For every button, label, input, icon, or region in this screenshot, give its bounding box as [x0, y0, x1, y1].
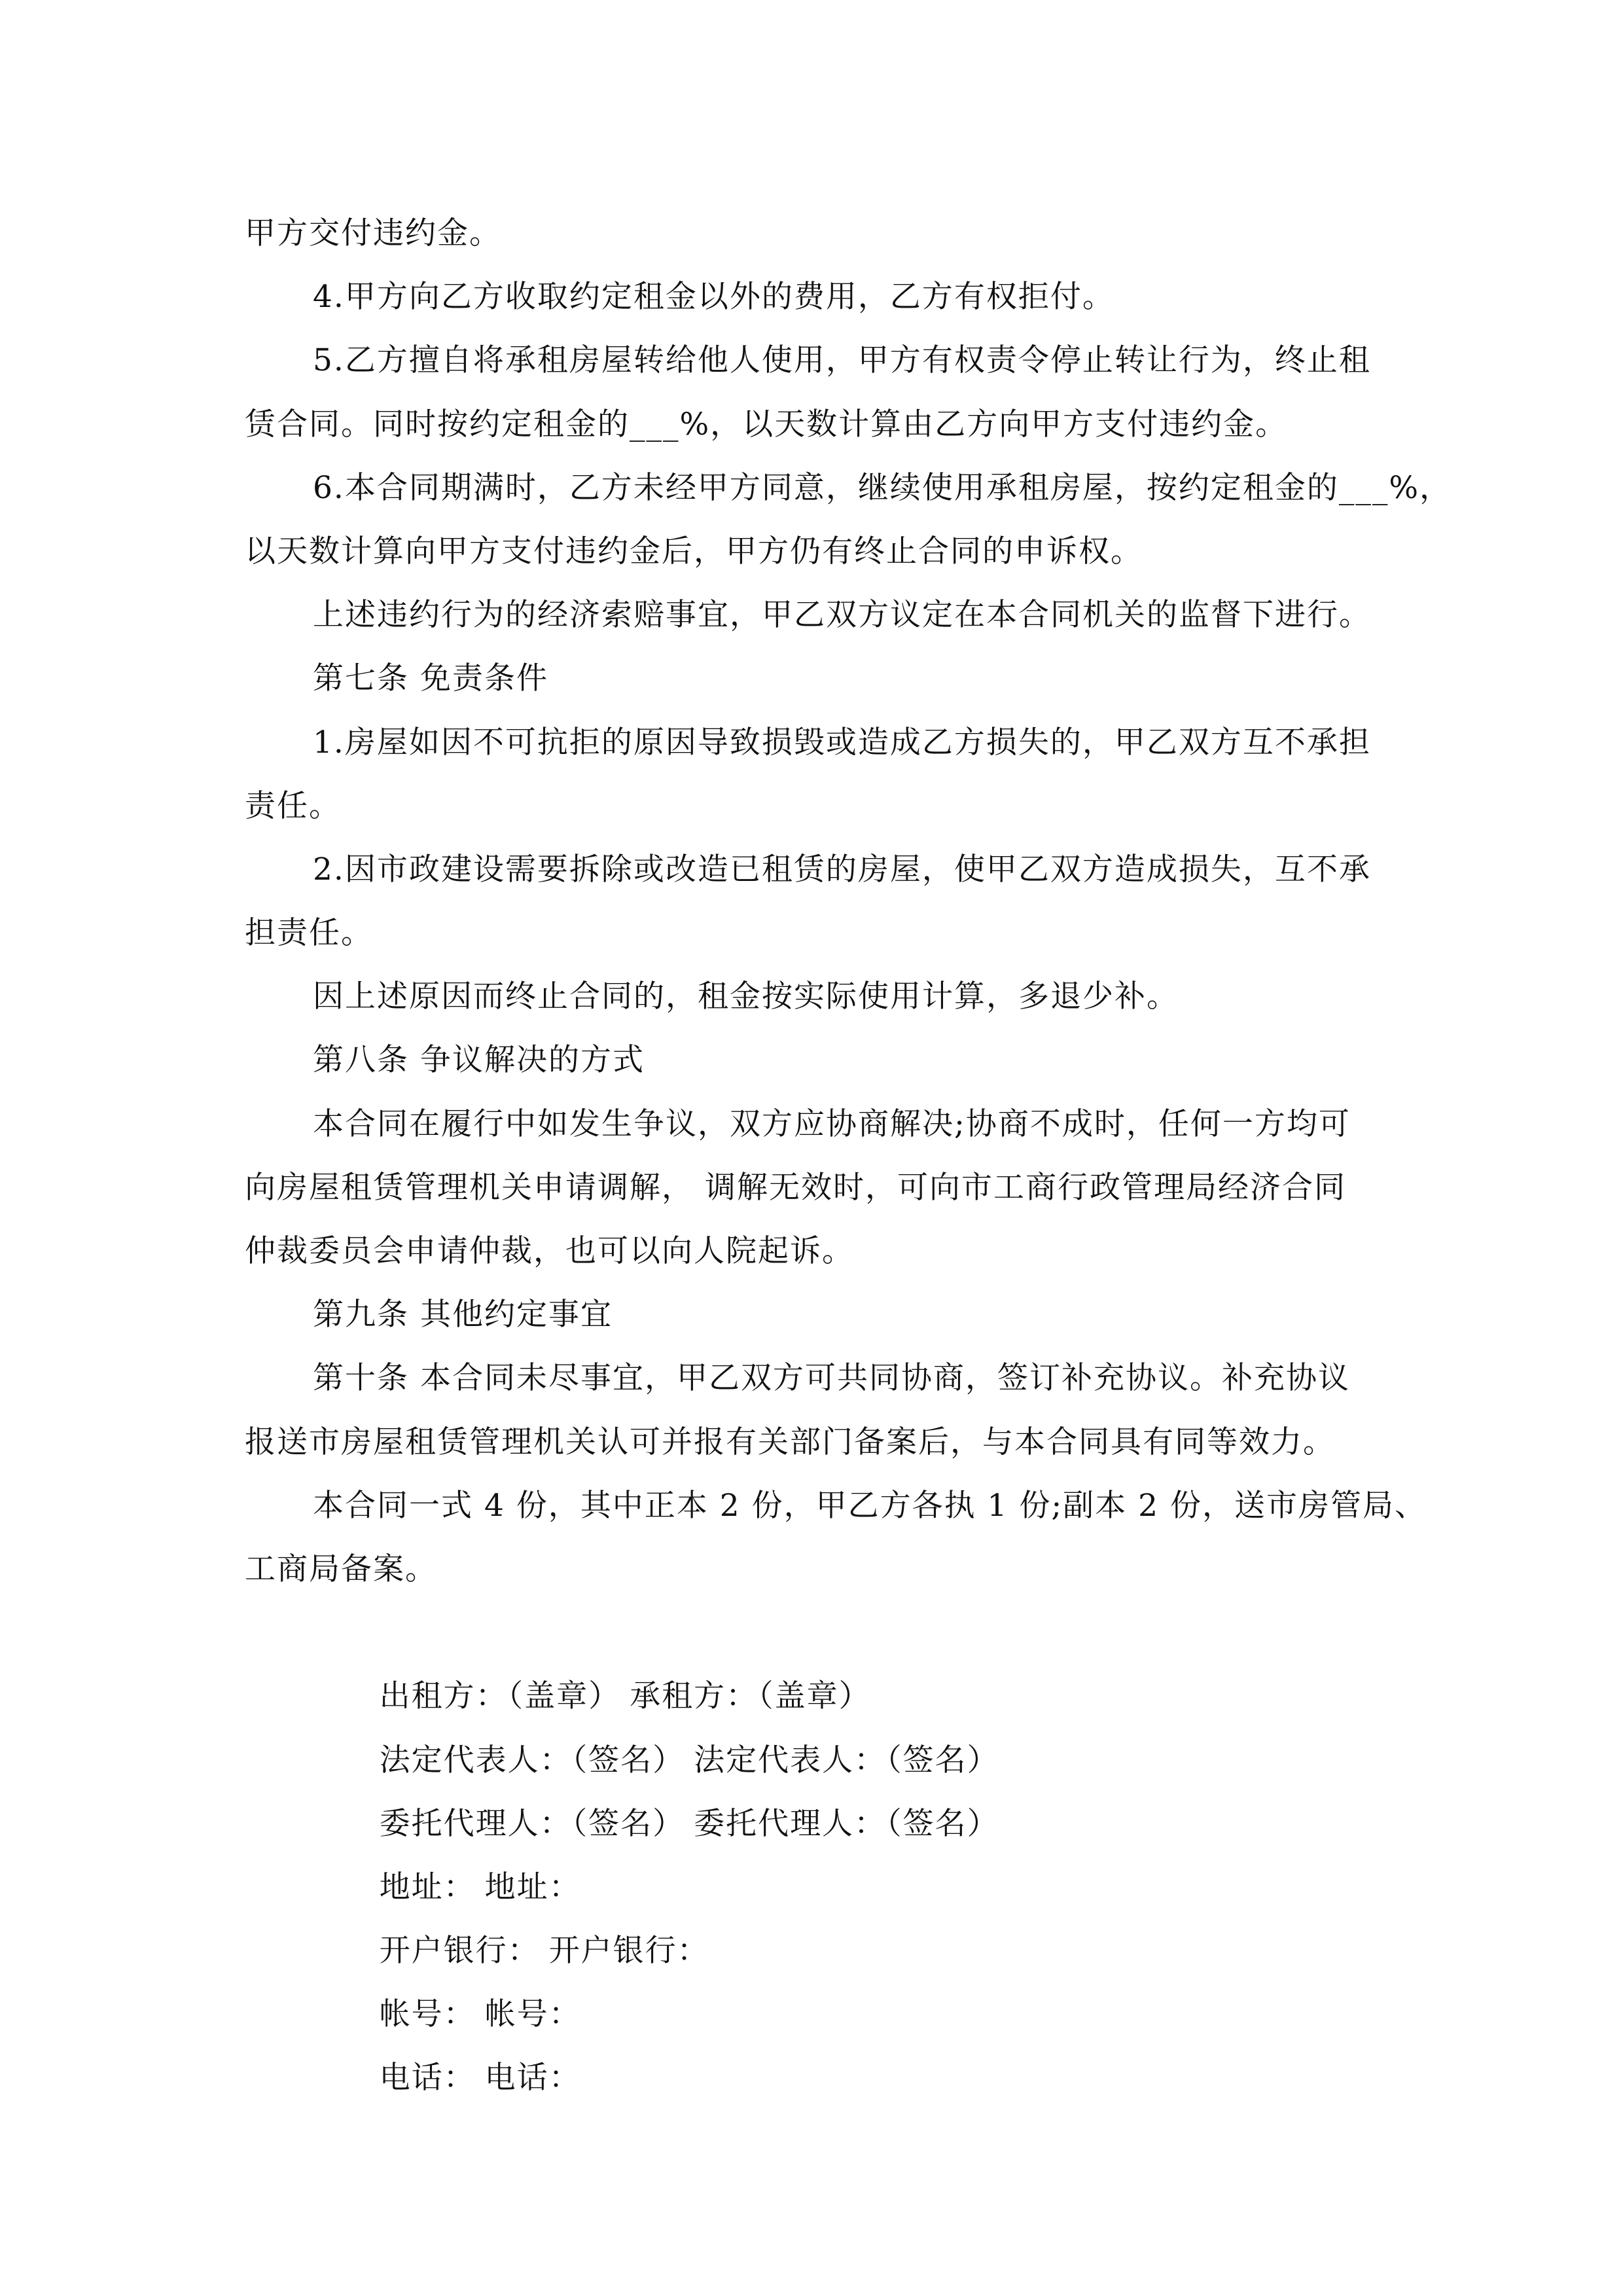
article-7-clause-1: 1.房屋如因不可抗拒的原因导致损毁或造成乙方损失的，甲乙双方互不承担 — [313, 724, 1371, 761]
article-7-heading: 第七条 免责条件 — [313, 660, 548, 697]
lessee-bank-label: 开户银行： — [548, 1933, 709, 1969]
article-7-clause-2: 2.因市政建设需要拆除或改造已租赁的房屋，使甲乙双方造成损失，互不承 — [313, 851, 1371, 888]
clause-6: 6.本合同期满时，乙方未经甲方同意，继续使用承租房屋，按约定租金的___%， — [313, 469, 1452, 506]
text-line: 担责任。 — [245, 915, 373, 952]
text-line: 向房屋租赁管理机关申请调解， 调解无效时，可向市工商行政管理局经济合同 — [245, 1169, 1346, 1206]
lessee-agent-label: 委托代理人：（签名） — [694, 1805, 999, 1842]
lessee-account-label: 帐号： — [484, 1996, 581, 2033]
clause-4: 4.甲方向乙方收取约定租金以外的费用，乙方有权拒付。 — [313, 279, 1115, 315]
article-8-text: 本合同在履行中如发生争议，双方应协商解决;协商不成时，任何一方均可 — [313, 1105, 1351, 1142]
article-8-heading: 第八条 争议解决的方式 — [313, 1042, 645, 1079]
document-body — [245, 202, 1452, 2096]
lessor-agent-label: 委托代理人：（签名） — [379, 1805, 685, 1842]
lessee-address-label: 地址： — [484, 1869, 581, 1905]
lessor-account-label: 帐号： — [379, 1996, 476, 2033]
lessee-legal-rep-label: 法定代表人：（签名） — [694, 1742, 999, 1778]
text-line: 工商局备案。 — [245, 1551, 437, 1587]
text-line: 上述违约行为的经济索赔事宜，甲乙双方议定在本合同机关的监督下进行。 — [313, 597, 1371, 634]
lessee-seal-label: 承租方：（盖章） — [630, 1678, 871, 1715]
text-line: 仲裁委员会申请仲裁，也可以向人院起诉。 — [245, 1233, 854, 1269]
clause-5: 5.乙方擅自将承租房屋转给他人使用，甲方有权责令停止转让行为，终止租 — [313, 342, 1371, 379]
lessor-seal-label: 出租方：（盖章） — [379, 1678, 621, 1715]
lessor-phone-label: 电话： — [379, 2060, 476, 2096]
text-line: 责任。 — [245, 787, 341, 824]
article-10-text: 第十条 本合同未尽事宜，甲乙双方可共同协商，签订补充协议。补充协议 — [313, 1360, 1350, 1397]
lessor-legal-rep-label: 法定代表人：（签名） — [379, 1742, 685, 1778]
lessor-bank-label: 开户银行： — [379, 1933, 540, 1969]
lessee-phone-label: 电话： — [484, 2060, 581, 2096]
copies-clause: 本合同一式 4 份，其中正本 2 份，甲乙方各执 1 份;副本 2 份，送市房管局、 — [313, 1487, 1427, 1524]
signature-row-party — [245, 1601, 1403, 1715]
lessor-address-label: 地址： — [379, 1869, 476, 1905]
article-9-heading: 第九条 其他约定事宜 — [313, 1297, 613, 1333]
text-line: 以天数计算向甲方支付违约金后，甲方仍有终止合同的申诉权。 — [245, 533, 1143, 569]
text-line: 因上述原因而终止合同的，租金按实际使用计算，多退少补。 — [313, 978, 1179, 1015]
text-line: 甲方交付违约金。 — [245, 215, 501, 251]
text-line: 报送市房屋租赁管理机关认可并报有关部门备案后，与本合同具有同等效力。 — [245, 1424, 1335, 1460]
text-line: 赁合同。同时按约定租金的___%，以天数计算由乙方向甲方支付违约金。 — [245, 406, 1288, 442]
